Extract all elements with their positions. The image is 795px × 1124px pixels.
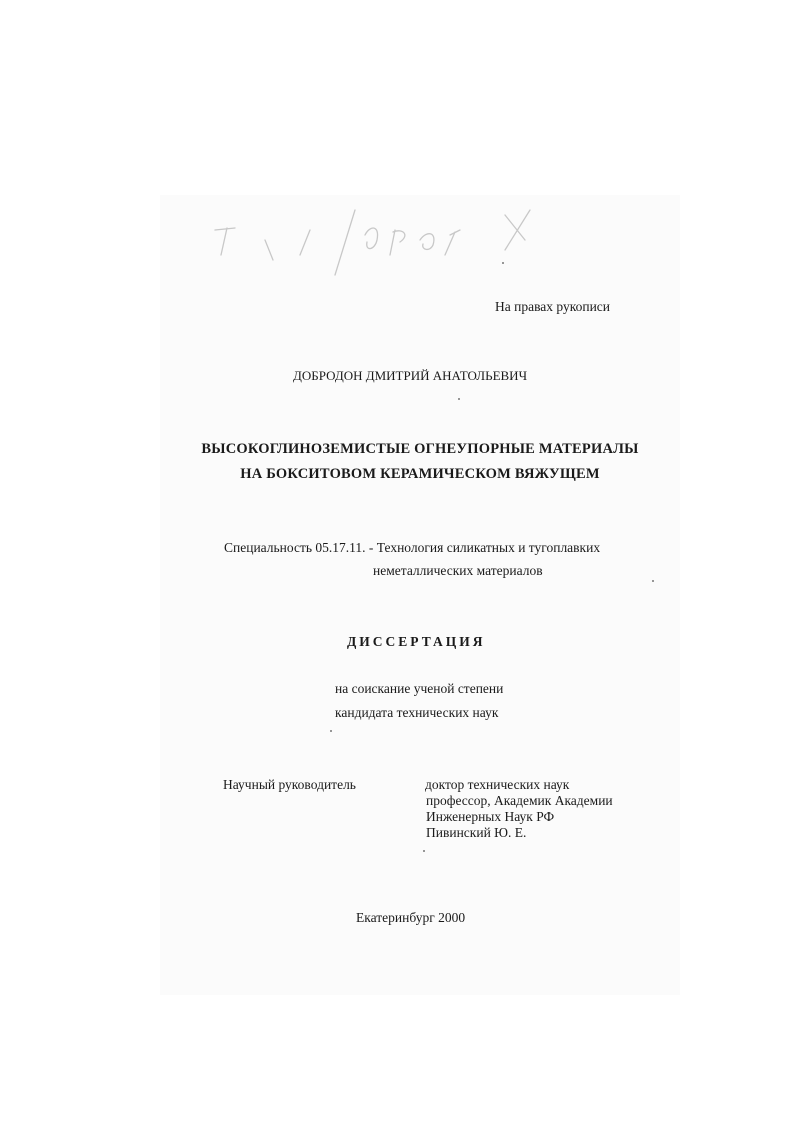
document-type: ДИССЕРТАЦИЯ <box>347 634 486 649</box>
handwritten-stamp-mark <box>205 200 565 280</box>
supervisor-label: Научный руководитель <box>223 777 356 792</box>
place-and-year: Екатеринбург 2000 <box>356 910 466 925</box>
dissertation-title-line-2: НА БОКСИТОВОМ КЕРАМИЧЕСКОМ ВЯЖУЩЕМ <box>240 466 600 482</box>
specialty-line-2: неметаллических материалов <box>373 563 543 578</box>
author-name: ДОБРОДОН ДМИТРИЙ АНАТОЛЬЕВИЧ <box>293 368 528 383</box>
manuscript-note: На правах рукописи <box>495 299 611 314</box>
supervisor-line-2: профессор, Академик Академии <box>426 793 613 808</box>
supervisor-line-4: Пивинский Ю. Е. <box>426 825 527 840</box>
supervisor-line-1: доктор технических наук <box>425 777 570 792</box>
scan-speck <box>423 850 425 852</box>
scanned-page-area <box>160 195 680 995</box>
specialty-line-1: Специальность 05.17.11. - Технология силикатных и тугоплавких <box>224 540 601 555</box>
degree-line-2: кандидата технических наук <box>335 705 499 720</box>
supervisor-line-3: Инженерных Наук РФ <box>426 809 555 824</box>
scan-speck <box>330 730 332 732</box>
dissertation-title-line-1: ВЫСОКОГЛИНОЗЕМИСТЫЕ ОГНЕУПОРНЫЕ МАТЕРИАЛЫ <box>201 441 639 457</box>
scan-speck <box>652 580 654 582</box>
degree-line-1: на соискание ученой степени <box>335 681 504 696</box>
scan-speck <box>502 262 504 264</box>
scan-speck <box>458 398 460 400</box>
